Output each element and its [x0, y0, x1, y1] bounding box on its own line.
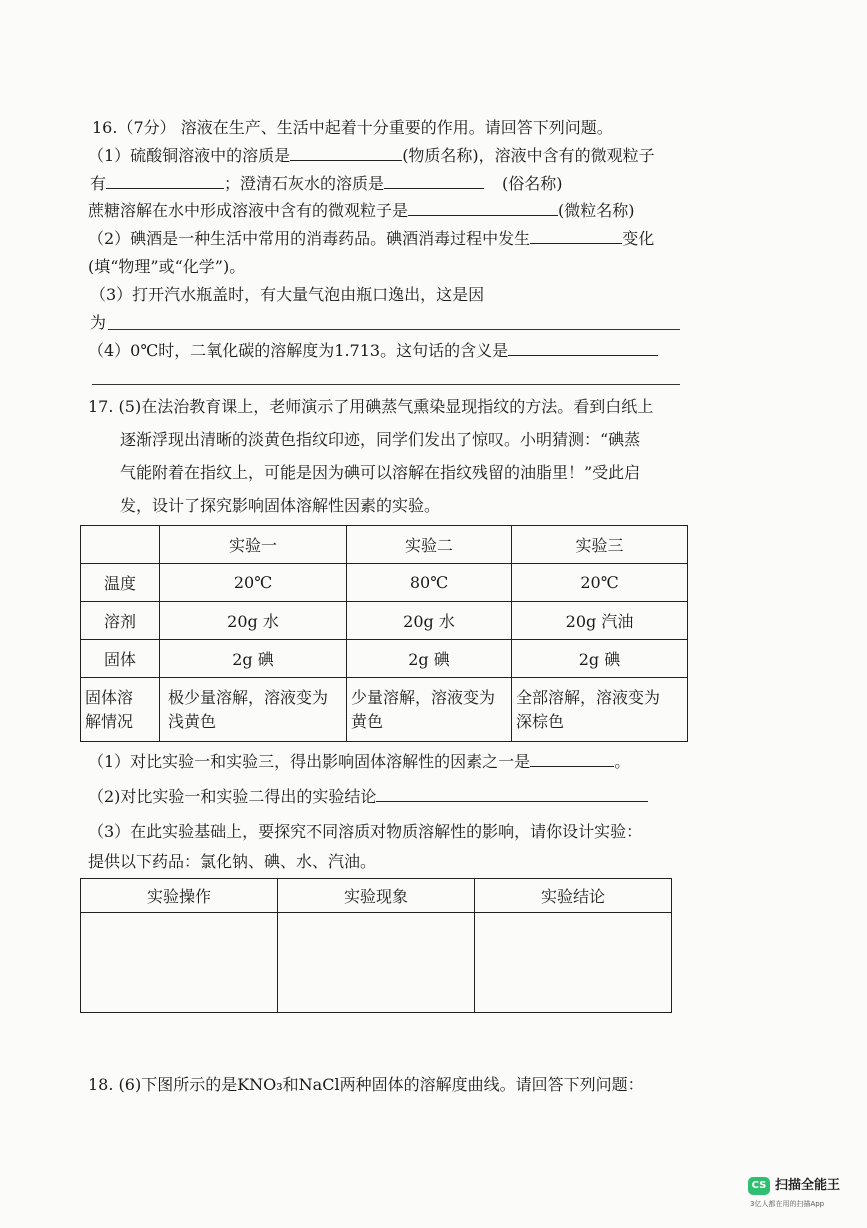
table-cell: 20g 水 — [347, 602, 512, 640]
q16-line-6: （3）打开汽水瓶盖时，有大量气泡由瓶口逸出，这是因 — [90, 285, 485, 304]
q16-title: 16.（7分） 溶液在生产、生活中起着十分重要的作用。请回答下列问题。 — [92, 118, 613, 137]
design-answer-conclusion[interactable] — [475, 913, 672, 1013]
table-cell: 2g 碘 — [347, 640, 512, 678]
design-header-conclusion: 实验结论 — [475, 879, 672, 913]
design-table-header — [81, 879, 672, 913]
table-cell: 20g 汽油 — [512, 602, 688, 640]
q17-sub-3: （3）在此实验基础上，要探究不同溶质对物质溶解性的影响，请你设计实验： — [88, 822, 643, 841]
q17-para-4: 发，设计了探究影响固体溶解性因素的实验。 — [120, 496, 441, 515]
cell-line-2: 浅黄色 — [168, 711, 217, 731]
q16-line-5: (填“物理”或“化学”)。 — [88, 257, 246, 276]
table-cell — [512, 678, 688, 742]
design-table — [80, 878, 672, 1013]
table-header-empty — [81, 526, 160, 564]
q16-4-text-b: 变化 — [622, 229, 655, 248]
cs-logo-icon: CS — [748, 1177, 770, 1195]
q17-sub-1-blank[interactable] — [530, 752, 614, 767]
table-cell — [160, 678, 347, 742]
label-line-2: 解情况 — [85, 711, 134, 731]
q17-sub-2-text: （2)对比实验一和实验二得出的实验结论 — [88, 787, 377, 806]
q17-sub-1-end: 。 — [614, 752, 631, 771]
q16-8-text: （4）0℃时，二氧化碳的溶解度为1.713。这句话的含义是 — [88, 341, 509, 360]
table-row-label — [81, 678, 160, 742]
table-cell — [347, 678, 512, 742]
design-table-answer-row — [81, 913, 672, 1013]
cell-line-1: 少量溶解，溶液变为 — [351, 687, 496, 707]
q16-1-text-a: （1）硫酸铜溶液中的溶质是 — [88, 146, 291, 165]
q16-3-text-a: 蔗糖溶解在水中形成溶液中含有的微观粒子是 — [88, 201, 409, 220]
table-header-exp3: 实验三 — [512, 526, 688, 564]
q16-3-answer-line[interactable] — [108, 329, 680, 330]
table-row — [81, 564, 688, 602]
q16-2-text-c: (俗名称) — [502, 174, 563, 193]
q16-line-3 — [88, 201, 635, 221]
table-cell: 20g 水 — [160, 602, 347, 640]
q16-line-8 — [88, 341, 658, 361]
cell-line-1: 极少量溶解，溶液变为 — [168, 687, 329, 707]
table-row-label: 温度 — [81, 564, 160, 602]
q16-2-text-b: ；澄清石灰水的溶质是 — [224, 174, 385, 193]
table-cell: 2g 碘 — [160, 640, 347, 678]
q17-sub-1 — [88, 752, 630, 772]
table-cell: 80℃ — [347, 564, 512, 602]
label-line-1: 固体溶 — [85, 687, 134, 707]
q16-line-7: 为 — [90, 313, 107, 332]
table-row-dissolution — [81, 678, 688, 742]
design-header-phenomenon: 实验现象 — [278, 879, 475, 913]
table-row-label: 固体 — [81, 640, 160, 678]
q16-3-text-b: (微粒名称) — [558, 201, 635, 220]
q17-sub-2 — [88, 787, 648, 807]
q16-2-blank-limewater[interactable] — [384, 174, 484, 189]
q17-para-3: 气能附着在指纹上，可能是因为碘可以溶解在指纹残留的油脂里！”受此启 — [120, 463, 641, 482]
q17-sub-4: 提供以下药品：氯化钠、碘、水、汽油。 — [88, 852, 377, 871]
experiment-table — [80, 525, 688, 742]
q16-line-1 — [88, 146, 655, 166]
experiment-table-header — [81, 526, 688, 564]
q16-line-2 — [90, 174, 563, 194]
table-cell: 20℃ — [512, 564, 688, 602]
q16-1-text-b: (物质名称)，溶液中含有的微观粒子 — [402, 146, 655, 165]
q16-8-blank[interactable] — [508, 341, 658, 356]
table-cell: 20℃ — [160, 564, 347, 602]
q16-2-blank-particles[interactable] — [106, 174, 224, 189]
q16-4-text-a: （2）碘酒是一种生活中常用的消毒药品。碘酒消毒过程中发生 — [88, 229, 531, 248]
design-answer-operation[interactable] — [81, 913, 278, 1013]
q16-4-answer-line[interactable] — [92, 384, 680, 385]
cell-line-2: 深棕色 — [516, 711, 565, 731]
cell-line-2: 黄色 — [351, 711, 384, 731]
q16-line-4 — [88, 229, 654, 249]
q16-2-text-a: 有 — [90, 174, 107, 193]
q17-para-1: 17. (5)在法治教育课上，老师演示了用碘蒸气熏染显现指纹的方法。看到白纸上 — [88, 397, 654, 416]
table-row — [81, 640, 688, 678]
table-header-exp1: 实验一 — [160, 526, 347, 564]
q16-1-blank-solute[interactable] — [290, 146, 402, 161]
watermark-title: 扫描全能王 — [775, 1178, 841, 1193]
q17-sub-1-text: （1）对比实验一和实验三，得出影响固体溶解性的因素之一是 — [88, 752, 531, 771]
table-header-exp2: 实验二 — [347, 526, 512, 564]
table-row — [81, 602, 688, 640]
q17-sub-2-blank[interactable] — [376, 787, 648, 802]
table-row-label: 溶剂 — [81, 602, 160, 640]
table-cell: 2g 碘 — [512, 640, 688, 678]
design-header-operation: 实验操作 — [81, 879, 278, 913]
q18-title: 18. (6)下图所示的是KNO₃和NaCl两种固体的溶解度曲线。请回答下列问题： — [88, 1075, 644, 1094]
q17-para-2: 逐渐浮现出清晰的淡黄色指纹印迹，同学们发出了惊叹。小明猜测：“碘蒸 — [120, 430, 641, 449]
q16-4-blank-change[interactable] — [530, 229, 622, 244]
design-answer-phenomenon[interactable] — [278, 913, 475, 1013]
q16-3-blank-sugar[interactable] — [408, 201, 558, 216]
cell-line-1: 全部溶解，溶液变为 — [516, 687, 661, 707]
watermark-subtitle: 3亿人都在用的扫描App — [750, 1200, 825, 1208]
